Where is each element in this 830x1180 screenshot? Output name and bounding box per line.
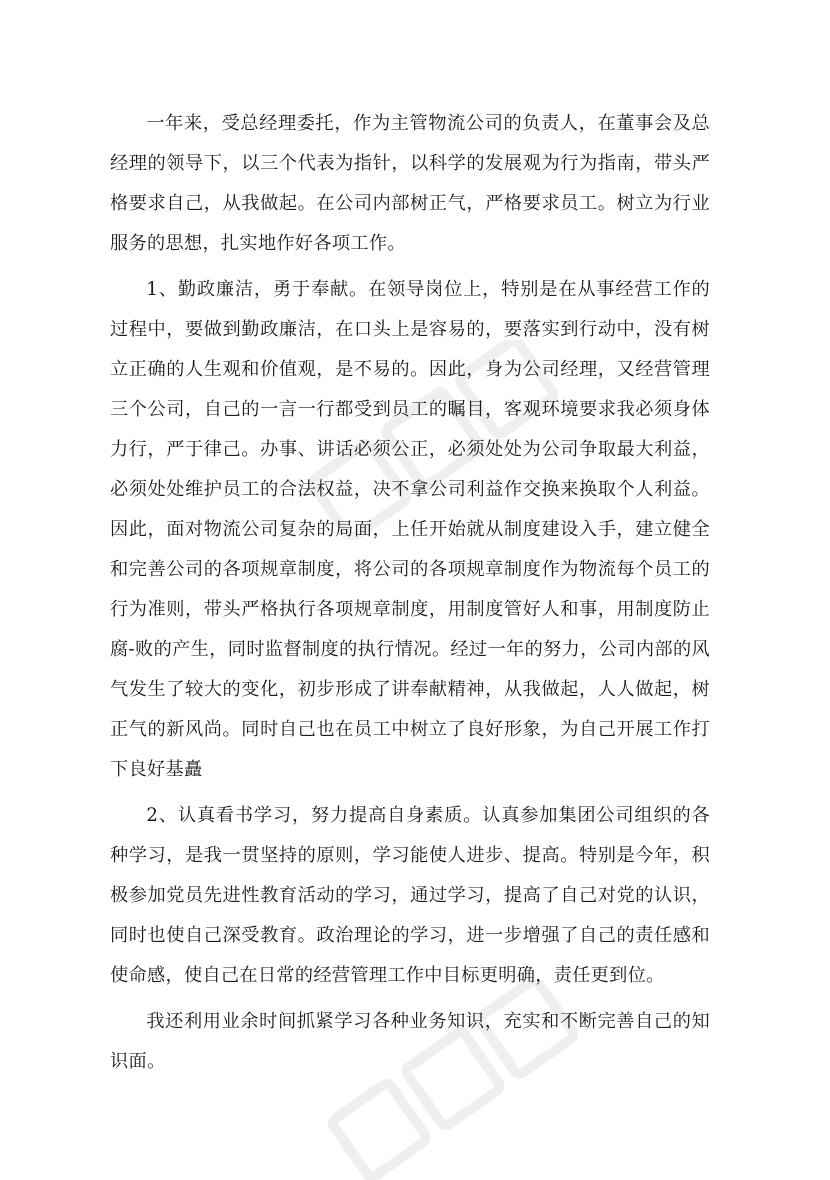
document-body — [110, 104, 710, 1088]
paragraph-section-1: 1、勤政廉洁，勇于奉献。在领导岗位上，特别是在从事经营工作的过程中，要做到勤政廉洁，在口头上是容易的，要落实到行动中，没有树立正确的人生观和价值观，是不易的。因此，身为公司经理，又经营管理三个公司，自己的一言一行都受到员工的瞩目，客观环境要求我必须身体力行，严于律己。办事、讲话必须公正，必须处处为公司争取最大利益，必须处处维护员工的合法权益，决不拿公司利益作交换来换取个人利益。因此，面对物流公司复杂的局面，上任开始就从制度建设入手，建立健全和完善公司的各项规章制度，将公司的各项规章制度作为物流每个员工的行为准则，带头严格执行各项规章制度，用制度管好人和事，用制度防止腐-败的产生，同时监督制度的执行情况。经过一年的努力，公司内部的风气发生了较大的变化，初步形成了讲奉献精神，从我做起，人人做起，树正气的新风尚。同时自己也在员工中树立了良好形象，为自己开展工作打下良好基矗 — [110, 279, 710, 780]
paragraph-section-2: 2、认真看书学习，努力提高自身素质。认真参加集团公司组织的各种学习，是我一贯坚持的原则，学习能使人进步、提高。特别是今年，积极参加党员先进性教育活动的学习，通过学习，提高了自己对党的认识，同时也使自己深受教育。政治理论的学习，进一步增强了自己的责任感和使命感，使自己在日常的经营管理工作中目标更明确，责任更到位。 — [110, 805, 710, 986]
paragraph-continuation: 我还利用业余时间抓紧学习各种业务知识，充实和不断完善自己的知识面。 — [110, 1011, 710, 1072]
paragraph-intro: 一年来，受总经理委托，作为主管物流公司的负责人，在董事会及总经理的领导下，以三个代表为指针，以科学的发展观为行为指南，带头严格要求自己，从我做起。在公司内部树正气，严格要求员工。树立为行业服务的思想，扎实地作好各项工作。 — [110, 113, 710, 254]
